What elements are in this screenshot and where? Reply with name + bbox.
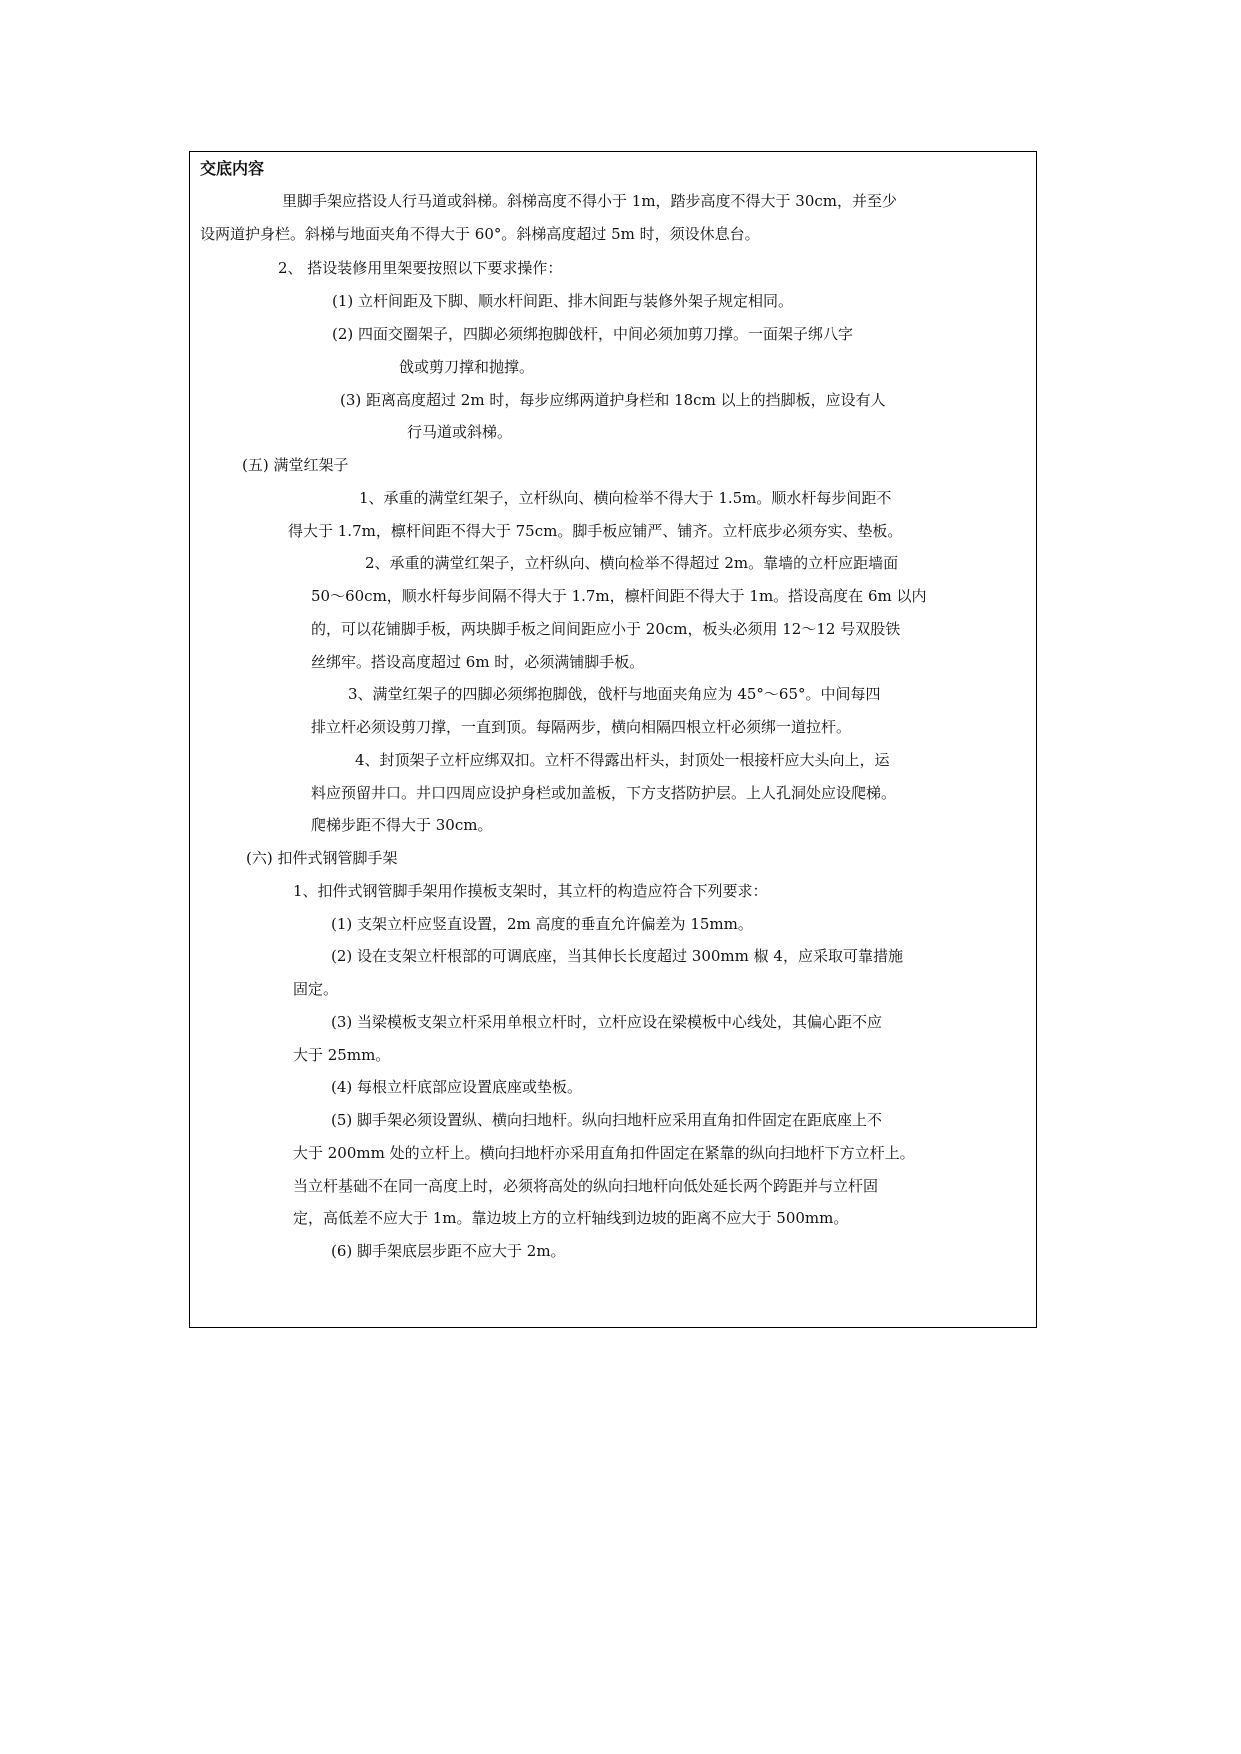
text-line: 当立杆基础不在同一高度上时，必须将高处的纵向扫地杆向低处延长两个跨距并与立杆固: [293, 1177, 879, 1195]
text-line: (3) 当梁模板支架立杆采用单根立杆时，立杆应设在梁模板中心线处，其偏心距不应: [331, 1013, 883, 1031]
text-line: 2、 搭设装修用里架要按照以下要求操作：: [278, 259, 563, 277]
text-line: 1、扣件式钢管脚手架用作摸板支架时，其立杆的构造应符合下列要求：: [293, 882, 768, 900]
text-line: (6) 脚手架底层步距不应大于 2m。: [331, 1242, 566, 1260]
text-line: 里脚手架应搭设人行马道或斜梯。斜梯高度不得小于 1m，踏步高度不得大于 30cm，并至少: [282, 192, 898, 210]
text-line: 行马道或斜梯。: [407, 423, 513, 441]
text-line: 的，可以花铺脚手板，两块脚手板之间间距应小于 20cm，板头必须用 12～12 号双股铁: [311, 620, 901, 638]
text-line: 设两道护身栏。斜梯与地面夹角不得大于 60°。斜梯高度超过 5m 时，须设休息台。: [200, 225, 760, 243]
text-line: 2、承重的满堂红架子，立杆纵向、横向检举不得超过 2m。靠墙的立杆应距墙面: [365, 554, 899, 572]
text-line: 大于 200mm 处的立杆上。横向扫地杆亦采用直角扣件固定在紧靠的纵向扫地杆下方立杆上。: [293, 1144, 915, 1162]
section-title: 交底内容: [200, 159, 265, 178]
text-line: (五) 满堂红架子: [242, 456, 349, 474]
text-line: 50～60cm，顺水杆每步间隔不得大于 1.7m，檩杆间距不得大于 1m。搭设高度在 6m 以内: [311, 587, 927, 605]
text-line: (4) 每根立杆底部应设置底座或垫板。: [331, 1078, 583, 1096]
text-line: (3) 距离高度超过 2m 时，每步应绑两道护身栏和 18cm 以上的挡脚板，应设有人: [340, 391, 886, 409]
text-line: 3、满堂红架子的四脚必须绑抱脚戗，戗杆与地面夹角应为 45°～65°。中间每四: [348, 685, 881, 703]
text-line: 戗或剪刀撑和抛撑。: [399, 358, 535, 376]
text-line: (5) 脚手架必须设置纵、横向扫地杆。纵向扫地杆应采用直角扣件固定在距底座上不: [331, 1111, 883, 1129]
text-line: (2) 设在支架立杆根部的可调底座，当其伸长长度超过 300mm 椒 4，应采取可靠措施: [331, 947, 903, 965]
text-line: 料应预留井口。井口四周应设护身栏或加盖板，下方支搭防护层。上人孔洞处应设爬梯。: [311, 784, 897, 802]
text-line: (2) 四面交圈架子，四脚必须绑抱脚戗杆，中间必须加剪刀撑。一面架子绑八字: [332, 325, 854, 343]
text-line: (1) 支架立杆应竖直设置，2m 高度的垂直允许偏差为 15mm。: [331, 915, 753, 933]
text-line: (六) 扣件式钢管脚手架: [246, 849, 398, 867]
text-line: 1、承重的满堂红架子，立杆纵向、横向检举不得大于 1.5m。顺水杆每步间距不: [359, 489, 892, 507]
text-line: 定，高低差不应大于 1m。靠边坡上方的立杆轴线到边坡的距离不应大于 500mm。: [293, 1209, 849, 1227]
text-line: 爬梯步距不得大于 30cm。: [311, 816, 493, 834]
text-line: 固定。: [293, 980, 339, 998]
text-line: 排立杆必须设剪刀撑，一直到顶。每隔两步，横向相隔四根立杆必须绑一道拉杆。: [311, 718, 852, 736]
text-line: (1) 立杆间距及下脚、顺水杆间距、排木间距与装修外架子规定相同。: [332, 292, 794, 310]
text-line: 大于 25mm。: [293, 1046, 391, 1064]
text-line: 4、封顶架子立杆应绑双扣。立杆不得露出杆头，封顶处一根接杆应大头向上，运: [355, 751, 890, 769]
text-line: 丝绑牢。搭设高度超过 6m 时，必须满铺脚手板。: [311, 653, 645, 671]
text-line: 得大于 1.7m，檩杆间距不得大于 75cm。脚手板应铺严、铺齐。立杆底步必须夯实、垫板。: [288, 522, 903, 540]
